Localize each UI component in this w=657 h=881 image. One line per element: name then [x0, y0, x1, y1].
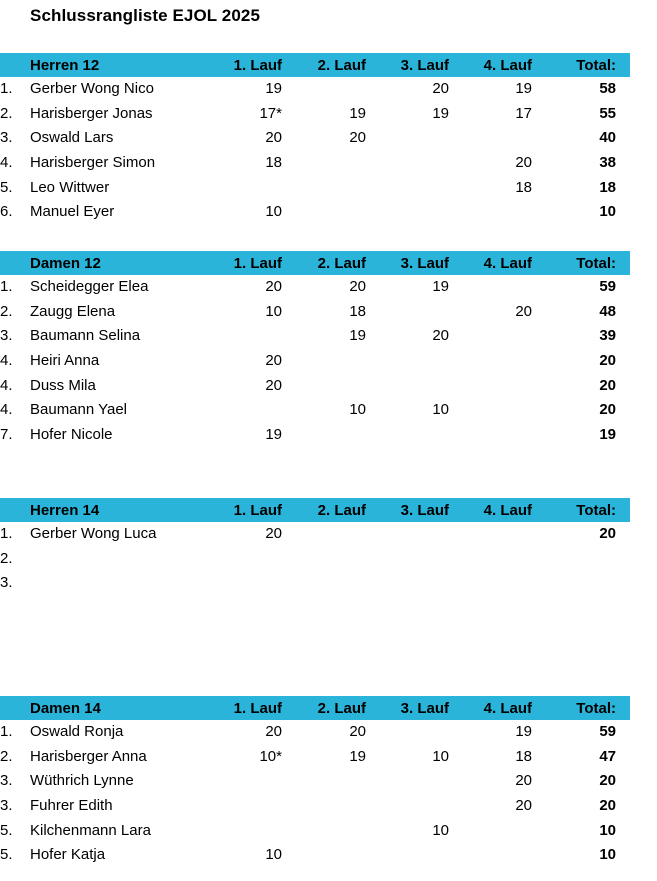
lauf-1-cell: 17* [259, 104, 282, 122]
lauf-1-cell: 20 [265, 352, 282, 370]
name-cell: Oswald Lars [30, 129, 114, 147]
total-cell: 10 [599, 821, 616, 839]
name-cell: Harisberger Jonas [30, 104, 153, 122]
table-row [0, 423, 630, 448]
name-cell: Scheidegger Elea [30, 278, 149, 295]
rank-cell: 2. [0, 104, 13, 122]
lauf-1-cell: 19 [265, 80, 282, 97]
category-label: Damen 12 [30, 255, 101, 272]
results-table-0 [0, 53, 630, 225]
rank-cell: 7. [0, 426, 13, 444]
rank-cell: 3. [0, 574, 13, 592]
lauf-1-cell: 20 [265, 129, 282, 147]
name-cell: Zaugg Elena [30, 302, 116, 320]
column-header-lauf-2: 2. Lauf [317, 57, 366, 74]
table-row [0, 794, 630, 819]
results-table-2 [0, 498, 630, 596]
table-row [0, 547, 630, 572]
table-row [0, 324, 630, 349]
total-cell: 38 [599, 154, 616, 172]
total-cell: 20 [599, 401, 616, 419]
table-row [0, 522, 630, 547]
lauf-4-cell: 19 [515, 723, 532, 740]
column-header-lauf-3: 3. Lauf [400, 700, 449, 717]
total-cell: 48 [599, 302, 616, 320]
lauf-4-cell: 18 [515, 178, 532, 196]
column-header-lauf-4: 4. Lauf [483, 502, 532, 519]
column-header-lauf-1: 1. Lauf [233, 502, 282, 519]
table-header [0, 53, 630, 77]
table-row [0, 571, 630, 596]
table-header [0, 251, 630, 275]
lauf-4-cell: 20 [515, 154, 532, 172]
rank-cell: 1. [0, 525, 13, 542]
rank-cell: 3. [0, 327, 13, 345]
table-row [0, 398, 630, 423]
table-header [0, 696, 630, 720]
total-cell: 39 [599, 327, 616, 345]
lauf-2-cell: 19 [349, 104, 366, 122]
table-row [0, 300, 630, 325]
name-cell: Kilchenmann Lara [30, 821, 151, 839]
table-row [0, 843, 630, 868]
rank-cell: 6. [0, 203, 13, 221]
rank-cell: 5. [0, 846, 13, 864]
lauf-2-cell: 18 [349, 302, 366, 320]
page-title: Schlussrangliste EJOL 2025 [30, 6, 261, 25]
column-header-total: Total: [576, 502, 616, 519]
name-cell: Gerber Wong Luca [30, 525, 157, 542]
lauf-3-cell: 19 [432, 104, 449, 122]
rank-cell: 3. [0, 129, 13, 147]
rank-cell: 5. [0, 178, 13, 196]
name-cell: Duss Mila [30, 376, 96, 394]
table-row [0, 126, 630, 151]
rank-cell: 1. [0, 723, 13, 740]
column-header-lauf-1: 1. Lauf [233, 255, 282, 272]
total-cell: 18 [599, 178, 616, 196]
name-cell: Hofer Nicole [30, 426, 113, 444]
name-cell: Hofer Katja [30, 846, 106, 864]
column-header-lauf-3: 3. Lauf [400, 502, 449, 519]
column-header-lauf-3: 3. Lauf [400, 57, 449, 74]
category-label: Damen 14 [30, 700, 101, 717]
lauf-3-cell: 10 [432, 401, 449, 419]
table-row [0, 77, 630, 102]
column-header-lauf-4: 4. Lauf [483, 255, 532, 272]
lauf-1-cell: 10 [265, 846, 282, 864]
column-header-lauf-4: 4. Lauf [483, 700, 532, 717]
column-header-total: Total: [576, 57, 616, 74]
name-cell: Baumann Selina [30, 327, 141, 345]
lauf-1-cell: 10 [265, 302, 282, 320]
lauf-2-cell: 20 [349, 129, 366, 147]
table-row [0, 349, 630, 374]
total-cell: 58 [599, 80, 616, 97]
total-cell: 19 [599, 426, 616, 444]
name-cell: Leo Wittwer [30, 178, 110, 196]
total-cell: 20 [599, 376, 616, 394]
rank-cell: 4. [0, 154, 13, 172]
lauf-1-cell: 20 [265, 723, 282, 740]
table-row [0, 374, 630, 399]
lauf-3-cell: 10 [432, 821, 449, 839]
column-header-lauf-4: 4. Lauf [483, 57, 532, 74]
column-header-lauf-1: 1. Lauf [233, 700, 282, 717]
rank-cell: 3. [0, 772, 13, 790]
lauf-2-cell: 20 [349, 278, 366, 295]
lauf-2-cell: 19 [349, 327, 366, 345]
total-cell: 59 [599, 723, 616, 740]
lauf-3-cell: 20 [432, 327, 449, 345]
category-label: Herren 12 [30, 57, 100, 74]
lauf-2-cell: 19 [349, 747, 366, 765]
total-cell: 55 [599, 104, 616, 122]
column-header-total: Total: [576, 255, 616, 272]
lauf-2-cell: 10 [349, 401, 366, 419]
rank-cell: 2. [0, 302, 13, 320]
total-cell: 40 [599, 129, 616, 147]
lauf-1-cell: 20 [265, 525, 282, 542]
results-table-3 [0, 696, 630, 868]
total-cell: 47 [599, 747, 616, 765]
total-cell: 20 [599, 352, 616, 370]
total-cell: 20 [599, 525, 616, 542]
rank-cell: 2. [0, 747, 13, 765]
total-cell: 59 [599, 278, 616, 295]
rank-cell: 2. [0, 549, 13, 567]
lauf-1-cell: 18 [265, 154, 282, 172]
table-row [0, 102, 630, 127]
lauf-4-cell: 20 [515, 302, 532, 320]
lauf-2-cell: 20 [349, 723, 366, 740]
total-cell: 20 [599, 797, 616, 815]
table-row [0, 819, 630, 844]
table-row [0, 275, 630, 300]
rank-cell: 1. [0, 278, 13, 295]
table-row [0, 769, 630, 794]
results-table-1 [0, 251, 630, 448]
lauf-4-cell: 20 [515, 797, 532, 815]
column-header-lauf-2: 2. Lauf [317, 255, 366, 272]
name-cell: Wüthrich Lynne [30, 772, 134, 790]
name-cell: Fuhrer Edith [30, 797, 113, 815]
name-cell: Manuel Eyer [30, 203, 115, 221]
lauf-1-cell: 10* [259, 747, 282, 765]
lauf-4-cell: 18 [515, 747, 532, 765]
column-header-lauf-1: 1. Lauf [233, 57, 282, 74]
lauf-1-cell: 10 [265, 203, 282, 221]
lauf-1-cell: 19 [265, 426, 282, 444]
rank-cell: 3. [0, 797, 13, 815]
table-row [0, 745, 630, 770]
name-cell: Harisberger Anna [30, 747, 147, 765]
table-row [0, 176, 630, 201]
rank-cell: 4. [0, 401, 13, 419]
lauf-4-cell: 17 [515, 104, 532, 122]
total-cell: 10 [599, 203, 616, 221]
name-cell: Baumann Yael [30, 401, 128, 419]
column-header-lauf-2: 2. Lauf [317, 502, 366, 519]
lauf-1-cell: 20 [265, 376, 282, 394]
lauf-3-cell: 10 [432, 747, 449, 765]
total-cell: 10 [599, 846, 616, 864]
category-label: Herren 14 [30, 502, 100, 519]
table-row [0, 151, 630, 176]
rank-cell: 1. [0, 80, 13, 97]
name-cell: Oswald Ronja [30, 723, 124, 740]
lauf-4-cell: 19 [515, 80, 532, 97]
lauf-3-cell: 19 [432, 278, 449, 295]
name-cell: Heiri Anna [30, 352, 100, 370]
column-header-lauf-2: 2. Lauf [317, 700, 366, 717]
table-row [0, 200, 630, 225]
lauf-4-cell: 20 [515, 772, 532, 790]
rank-cell: 5. [0, 821, 13, 839]
rank-cell: 4. [0, 352, 13, 370]
name-cell: Harisberger Simon [30, 154, 156, 172]
column-header-lauf-3: 3. Lauf [400, 255, 449, 272]
total-cell: 20 [599, 772, 616, 790]
column-header-total: Total: [576, 700, 616, 717]
table-header [0, 498, 630, 522]
name-cell: Gerber Wong Nico [30, 80, 154, 97]
rank-cell: 4. [0, 376, 13, 394]
table-row [0, 720, 630, 745]
lauf-3-cell: 20 [432, 80, 449, 97]
lauf-1-cell: 20 [265, 278, 282, 295]
